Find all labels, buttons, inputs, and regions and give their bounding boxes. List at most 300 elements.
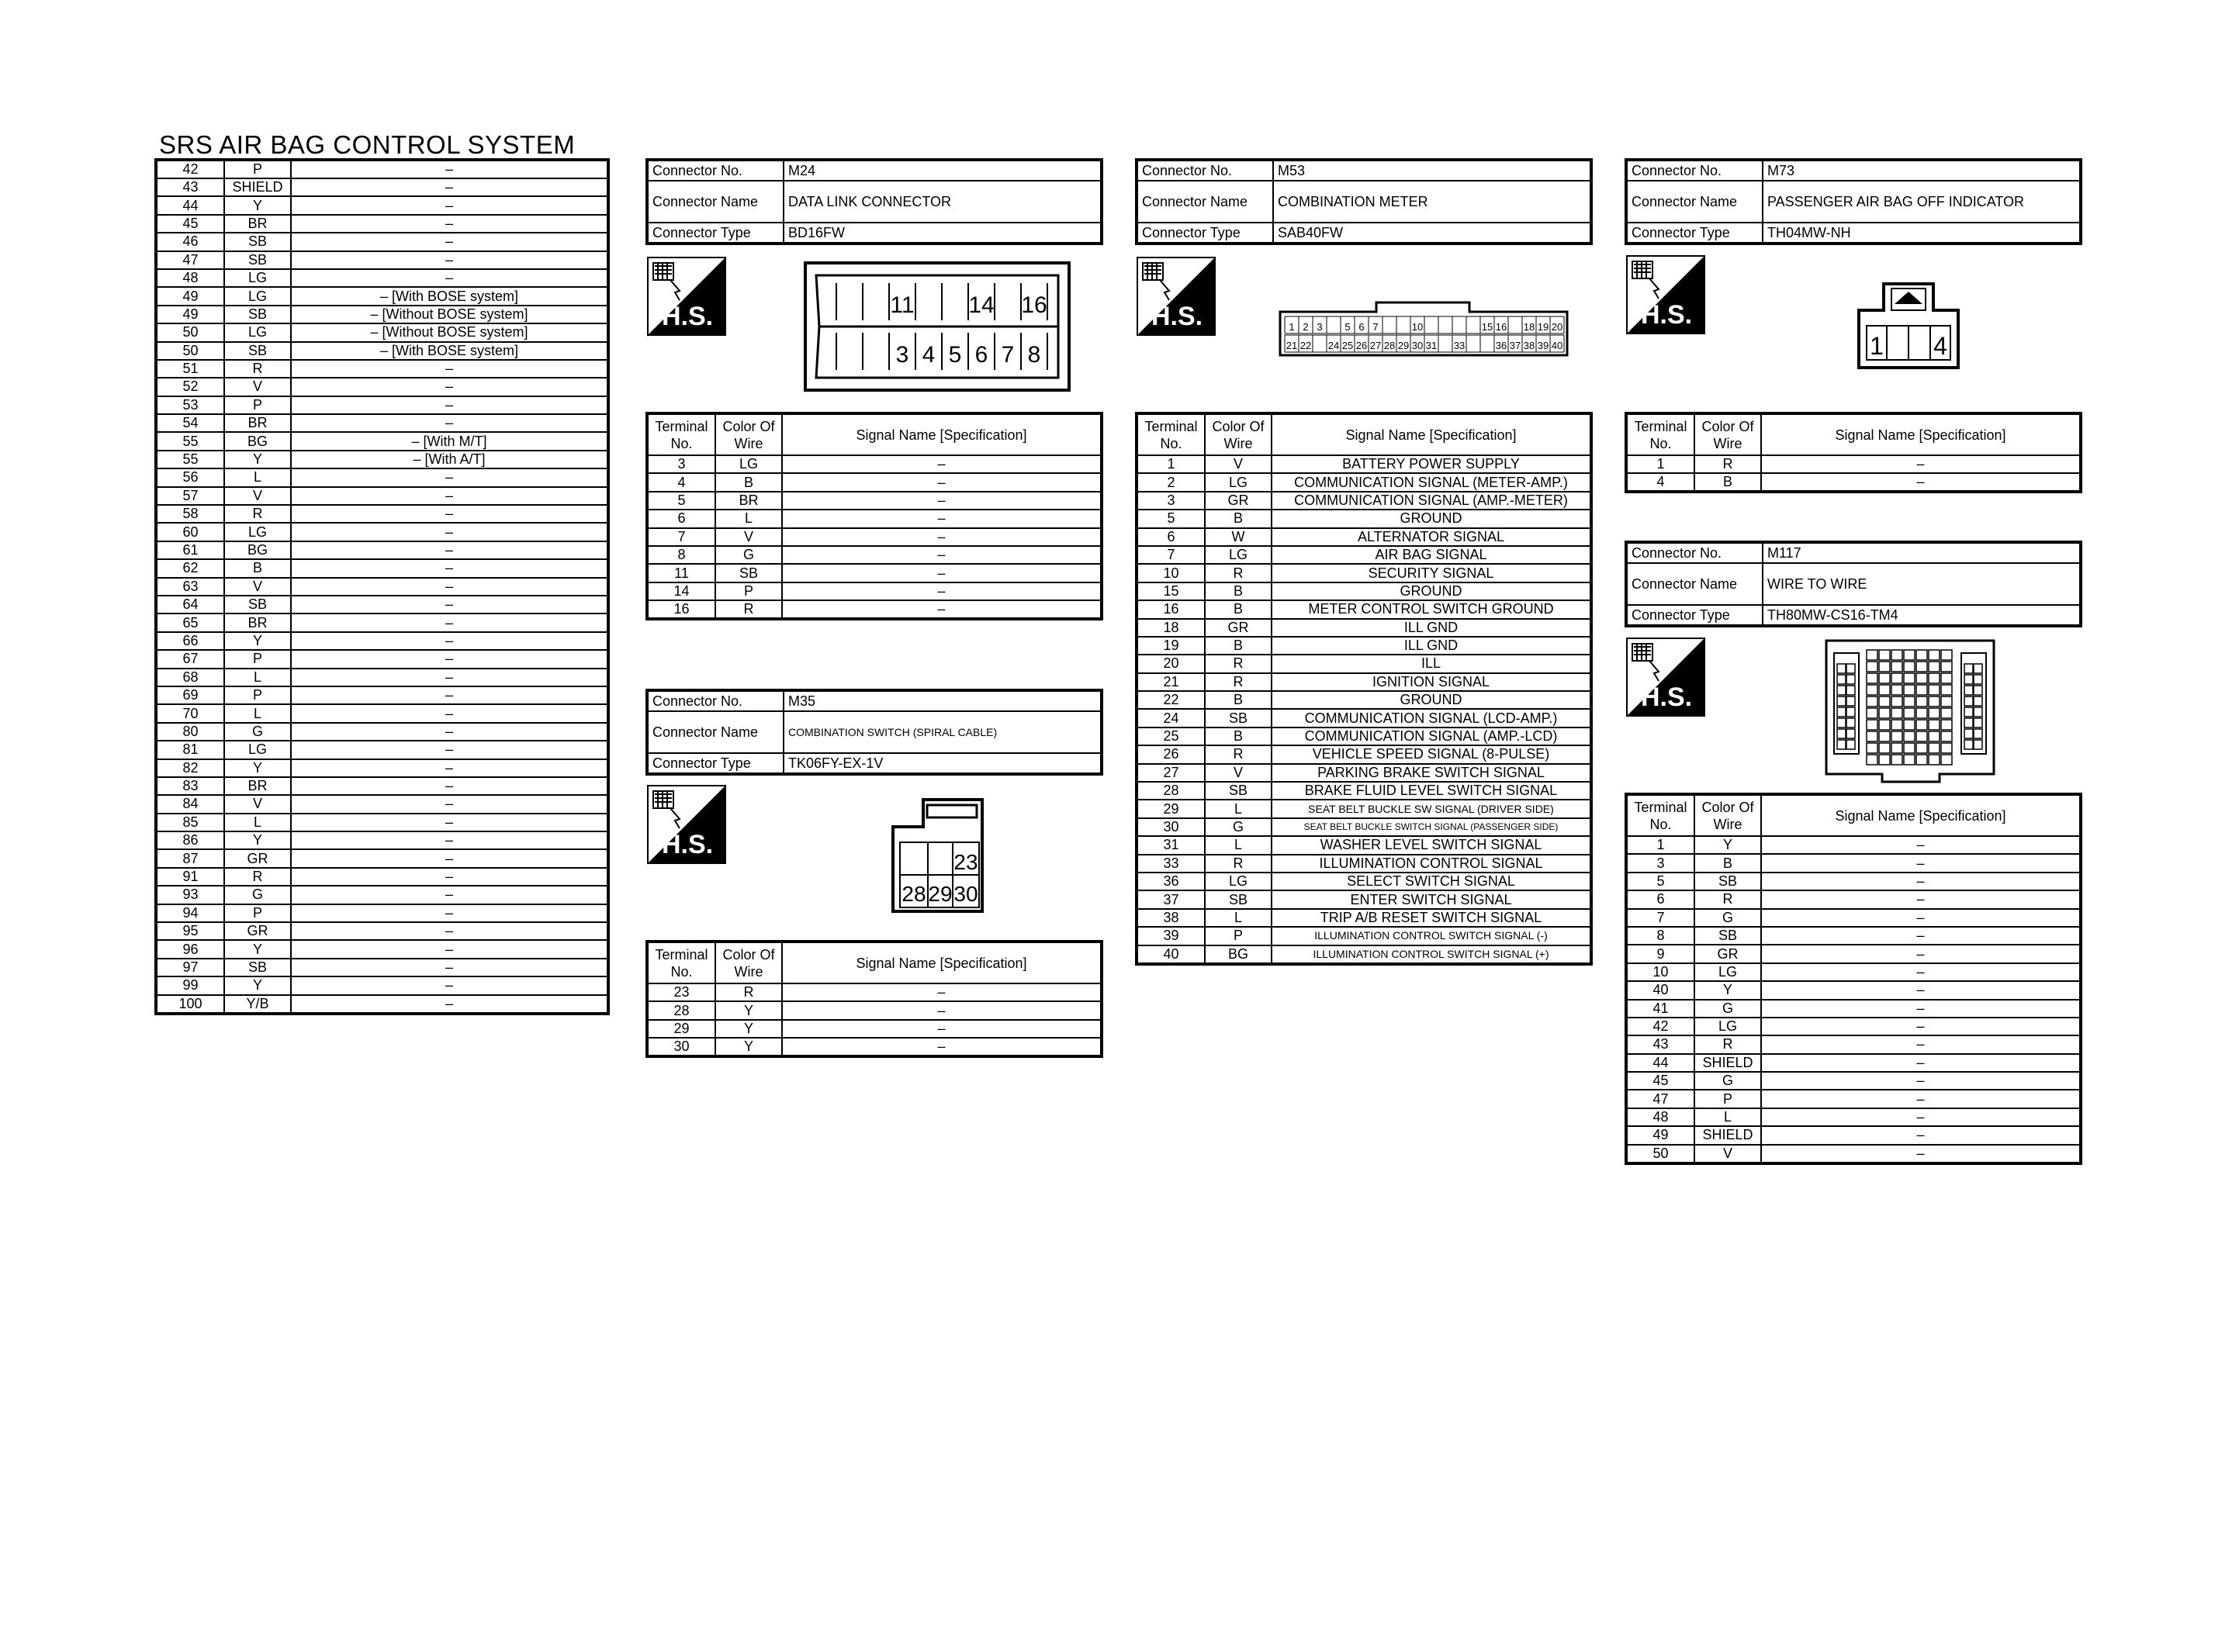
terminal-no-cell: 6 [647,510,715,527]
terminal-no-cell: 7 [647,528,715,546]
terminal-no-cell: 45 [156,215,224,233]
signal-name-cell: – [1761,455,2081,473]
table-row [156,596,608,613]
table-row [156,505,608,523]
signal-name-cell: – [782,455,1102,473]
pin-label: 24 [1327,340,1340,351]
pin-label: 3 [1317,321,1323,333]
terminal-no-cell: 43 [1626,1035,1694,1053]
signal-name-cell: – [Without BOSE system] [291,306,608,323]
wire-color-cell: B [1205,582,1272,600]
wire-color-cell: LG [1205,473,1272,491]
table-row [647,455,1102,473]
terminal-no-cell: 5 [647,492,715,510]
pin-label: 40 [1551,340,1563,351]
wire-color-cell: BR [224,414,291,432]
wire-color-cell: R [1205,655,1272,672]
signal-name-cell: – [291,360,608,378]
signal-name-cell: – [291,831,608,849]
wire-color-cell: P [224,686,291,704]
wire-color-cell: V [224,378,291,396]
pin-label: 4 [922,342,936,368]
table-header-row [647,942,1102,983]
table-row [1137,836,1591,854]
table-row [1137,473,1591,491]
signal-name-cell: – [291,849,608,867]
terminal-no-cell: 49 [1626,1126,1694,1144]
signal-name-cell: ILLUMINATION CONTROL SIGNAL [1272,855,1591,873]
terminal-no-cell: 70 [156,704,224,722]
table-row [156,849,608,867]
table-row [647,1038,1102,1056]
signal-name-cell: – [291,378,608,396]
wire-color-cell: LG [1205,546,1272,564]
wire-color-header: Color Of Wire [715,942,782,983]
signal-name-cell: – [1761,1126,2081,1144]
connector-no-label: Connector No. [647,690,784,711]
table-row [1137,909,1591,927]
terminal-no-cell: 28 [647,1001,715,1019]
wire-color-cell: LG [224,741,291,759]
table-row [156,904,608,922]
terminal-no-cell: 47 [156,251,224,269]
wire-color-cell: P [224,160,291,178]
signal-name-cell: – [1761,1035,2081,1053]
connector-name-value: COMBINATION METER [1273,181,1591,223]
terminal-no-cell: 46 [156,233,224,251]
m117-terminal-table [1625,793,2082,1165]
terminal-no-cell: 7 [1626,909,1694,927]
table-row [647,1001,1102,1019]
signal-name-cell: – [291,523,608,541]
signal-name-cell: – [1761,1072,2081,1090]
table-row [1137,873,1591,890]
table-row [156,342,608,360]
terminal-no-cell: 44 [156,196,224,214]
signal-name-cell: – [782,528,1102,546]
signal-name-cell: – [291,596,608,613]
wire-color-cell: B [1205,691,1272,709]
wire-color-cell: R [1205,855,1272,873]
connector-name-value: COMBINATION SWITCH (SPIRAL CABLE) [784,711,1102,753]
signal-name-cell: WASHER LEVEL SWITCH SIGNAL [1272,836,1591,854]
wire-color-cell: SB [224,233,291,251]
terminal-no-cell: 55 [156,432,224,450]
table-row [156,868,608,886]
table-row [156,669,608,686]
terminal-no-cell: 61 [156,541,224,559]
table-row [647,473,1102,491]
signal-name-cell: BATTERY POWER SUPPLY [1272,455,1591,473]
table-header-row [1137,413,1591,455]
signal-name-cell: – [1761,1108,2081,1126]
table-row [1137,691,1591,709]
signal-name-cell: – [291,578,608,596]
signal-name-cell: – [291,505,608,523]
table-row [1137,818,1591,836]
table-row [1137,492,1591,510]
terminal-no-cell: 7 [1137,546,1205,564]
signal-name-cell: – [291,795,608,813]
signal-name-cell: – [291,269,608,287]
signal-name-cell: – [291,669,608,686]
table-row [156,233,608,251]
connector-name-value: PASSENGER AIR BAG OFF INDICATOR [1763,181,2081,223]
terminal-no-cell: 24 [1137,709,1205,727]
terminal-no-cell: 86 [156,831,224,849]
wire-color-cell: Y [224,976,291,994]
connector-name-label: Connector Name [647,181,784,223]
signal-name-cell: – [291,976,608,994]
table-row [1626,1018,2081,1035]
terminal-no-cell: 50 [156,323,224,341]
terminal-no-cell: 63 [156,578,224,596]
terminal-no-cell: 87 [156,849,224,867]
table-row [156,215,608,233]
signal-name-cell: – [291,777,608,795]
signal-name-header: Signal Name [Specification] [1272,413,1591,455]
wire-color-cell: BR [224,613,291,631]
wire-color-cell: Y [715,1001,782,1019]
wire-color-cell: LG [1694,963,1761,981]
table-row [647,1020,1102,1038]
table-row [1137,528,1591,546]
signal-name-cell: PARKING BRAKE SWITCH SIGNAL [1272,764,1591,782]
m35-info-table [645,689,1103,776]
terminal-no-cell: 3 [647,455,715,473]
signal-name-cell: – [291,487,608,505]
connector-type-label: Connector Type [1137,223,1273,244]
signal-name-cell: – [1761,1090,2081,1108]
signal-name-cell: TRIP A/B RESET SWITCH SIGNAL [1272,909,1591,927]
signal-name-cell: – [With A/T] [291,451,608,468]
signal-name-cell: – [291,559,608,577]
terminal-no-cell: 3 [1626,854,1694,872]
terminal-no-header: Terminal No. [1626,794,1694,836]
terminal-no-cell: 93 [156,886,224,904]
wire-color-cell: B [1205,728,1272,745]
connector-no-label: Connector No. [1626,542,1763,563]
table-row [1137,637,1591,655]
table-row [1137,455,1591,473]
terminal-no-cell: 40 [1137,945,1205,964]
wire-color-cell: SHIELD [1694,1054,1761,1072]
terminal-no-cell: 43 [156,178,224,196]
signal-name-cell: COMMUNICATION SIGNAL (AMP.-LCD) [1272,728,1591,745]
signal-name-cell: GROUND [1272,510,1591,527]
pin-label: 8 [1027,342,1041,368]
pin-label: 20 [1551,321,1563,333]
table-row [1626,963,2081,981]
table-row [156,995,608,1014]
table-row [156,886,608,904]
m35-connector-diagram [891,797,985,914]
signal-name-cell: – [291,414,608,432]
connector-no-label: Connector No. [647,160,784,181]
table-row [156,523,608,541]
signal-name-cell: – [1761,890,2081,908]
wire-color-cell: R [1694,455,1761,473]
signal-name-cell: – [782,582,1102,600]
wire-color-cell: G [1205,818,1272,836]
wire-color-cell: BR [224,215,291,233]
signal-name-cell: – [782,564,1102,582]
connector-type-value: SAB40FW [1273,223,1591,244]
signal-name-cell: – [291,160,608,178]
terminal-no-cell: 96 [156,940,224,958]
signal-name-cell: GROUND [1272,582,1591,600]
table-row [156,759,608,777]
terminal-no-cell: 80 [156,723,224,741]
signal-name-cell: – [782,600,1102,619]
terminal-no-cell: 29 [647,1020,715,1038]
table-row [1626,945,2081,963]
wire-color-cell: LG [715,455,782,473]
signal-name-cell: SELECT SWITCH SIGNAL [1272,873,1591,890]
terminal-no-cell: 28 [1137,782,1205,800]
table-row [1626,1145,2081,1163]
wire-color-cell: L [715,510,782,527]
terminal-no-cell: 66 [156,632,224,650]
table-row [647,983,1102,1001]
pin-label: 33 [1453,340,1466,351]
terminal-no-cell: 57 [156,487,224,505]
signal-name-cell: – [1761,873,2081,890]
terminal-no-cell: 91 [156,868,224,886]
wire-color-cell: GR [1694,945,1761,963]
wire-color-cell: V [1205,455,1272,473]
table-row [156,795,608,813]
signal-name-cell: – [782,983,1102,1001]
terminal-no-cell: 10 [1626,963,1694,981]
wire-color-cell: P [715,582,782,600]
table-row [156,704,608,722]
terminal-no-cell: 49 [156,306,224,323]
table-row [156,976,608,994]
pin-label: 3 [895,342,909,368]
signal-name-cell: – [291,233,608,251]
table-row [156,723,608,741]
wire-color-cell: SB [224,342,291,360]
signal-name-cell: – [With M/T] [291,432,608,450]
terminal-no-cell: 50 [1626,1145,1694,1163]
terminal-no-cell: 16 [1137,600,1205,618]
terminal-no-cell: 30 [647,1038,715,1056]
signal-name-cell: – [1761,854,2081,872]
table-row [156,922,608,940]
svg-text:H.S.: H.S. [661,302,714,331]
table-row [156,613,608,631]
terminal-no-cell: 50 [156,342,224,360]
wire-color-cell: P [224,396,291,414]
table-row [1626,1054,2081,1072]
signal-name-cell: SEAT BELT BUCKLE SW SIGNAL (DRIVER SIDE) [1272,800,1591,817]
terminal-no-cell: 36 [1137,873,1205,890]
terminal-no-cell: 1 [1137,455,1205,473]
table-row [1137,546,1591,564]
terminal-no-cell: 62 [156,559,224,577]
wire-color-cell: BG [1205,945,1272,964]
signal-name-cell: METER CONTROL SWITCH GROUND [1272,600,1591,618]
terminal-no-cell: 52 [156,378,224,396]
connector-type-label: Connector Type [647,753,784,774]
terminal-no-header: Terminal No. [1626,413,1694,455]
table-row [1137,728,1591,745]
wire-color-cell: SB [224,251,291,269]
wire-color-header: Color Of Wire [1694,413,1761,455]
signal-name-cell: ILLUMINATION CONTROL SWITCH SIGNAL (+) [1272,945,1591,964]
table-row [1626,1090,2081,1108]
table-row [1626,473,2081,492]
table-row [156,196,608,214]
wire-color-cell: W [1205,528,1272,546]
wire-color-cell: R [1205,564,1272,582]
signal-name-cell: – [1761,1018,2081,1035]
wire-color-cell: R [1694,1035,1761,1053]
signal-name-cell: – [291,886,608,904]
terminal-no-cell: 69 [156,686,224,704]
table-row [156,487,608,505]
signal-name-cell: – [1761,927,2081,945]
signal-name-cell: GROUND [1272,691,1591,709]
connector-no-value: M35 [784,690,1102,711]
terminal-no-cell: 5 [1137,510,1205,527]
pin-label: 29 [1397,340,1410,351]
wire-color-cell: B [1694,854,1761,872]
terminal-no-cell: 3 [1137,492,1205,510]
signal-name-cell: – [291,541,608,559]
pin-label: 29 [928,882,953,906]
m24-terminal-table [645,412,1103,620]
signal-name-cell: – [291,704,608,722]
svg-text:H.S.: H.S. [1151,302,1203,331]
wire-color-cell: LG [224,269,291,287]
wire-color-cell: L [1205,909,1272,927]
table-row [156,541,608,559]
terminal-no-cell: 68 [156,669,224,686]
terminal-no-header: Terminal No. [647,413,715,455]
connector-type-value: TK06FY-EX-1V [784,753,1102,774]
signal-name-cell: SEAT BELT BUCKLE SWITCH SIGNAL (PASSENGER SIDE) [1272,818,1591,836]
pin-label: 2 [1303,321,1309,333]
connector-name-value: DATA LINK CONNECTOR [784,181,1102,223]
wire-color-cell: B [1694,473,1761,492]
wire-color-cell: SB [715,564,782,582]
signal-name-cell: ALTERNATOR SIGNAL [1272,528,1591,546]
wire-color-cell: R [715,600,782,619]
signal-name-cell: – [291,741,608,759]
wire-color-cell: B [224,559,291,577]
wire-color-cell: SB [224,596,291,613]
terminal-no-cell: 41 [1626,1000,1694,1018]
table-row [156,269,608,287]
signal-name-cell: ENTER SWITCH SIGNAL [1272,890,1591,908]
signal-name-cell: – [291,396,608,414]
wire-color-cell: SHIELD [224,178,291,196]
terminal-no-cell: 49 [156,287,224,305]
terminal-no-cell: 99 [156,976,224,994]
table-row [1137,782,1591,800]
terminal-no-cell: 48 [156,269,224,287]
terminal-no-cell: 48 [1626,1108,1694,1126]
signal-name-cell: – [291,178,608,196]
wire-color-cell: Y [224,196,291,214]
terminal-no-cell: 95 [156,922,224,940]
signal-name-cell: – [1761,981,2081,999]
connector-name-label: Connector Name [1626,563,1763,605]
terminal-no-cell: 56 [156,468,224,486]
signal-name-cell: – [291,904,608,922]
signal-name-cell: – [782,510,1102,527]
wire-color-cell: R [1205,673,1272,691]
table-row [156,650,608,668]
pin-label: 25 [1341,340,1354,351]
signal-name-cell: – [782,546,1102,564]
terminal-no-cell: 11 [647,564,715,582]
table-row [156,287,608,305]
terminal-no-cell: 6 [1137,528,1205,546]
terminal-no-cell: 19 [1137,637,1205,655]
pin-label: 6 [1358,321,1365,333]
table-row [1137,510,1591,527]
wire-color-cell: SB [224,306,291,323]
table-row [1626,1108,2081,1126]
table-row [1626,890,2081,908]
pin-label: 28 [901,882,926,906]
pin-label: 6 [974,342,988,368]
signal-name-cell: AIR BAG SIGNAL [1272,546,1591,564]
wire-color-cell: V [1694,1145,1761,1163]
terminal-no-cell: 16 [647,600,715,619]
wire-color-cell: SB [1205,782,1272,800]
pin-label: 16 [1495,321,1507,333]
m35-terminal-table [645,940,1103,1058]
pin-label: 21 [1286,340,1298,351]
table-row [647,492,1102,510]
table-row [1626,909,2081,927]
terminal-no-cell: 47 [1626,1090,1694,1108]
table-row [156,323,608,341]
wire-color-cell: B [715,473,782,491]
table-row [1137,745,1591,763]
wire-color-cell: P [1205,927,1272,945]
signal-name-cell: – [291,940,608,958]
harness-side-icon [1626,255,1705,334]
table-row [156,686,608,704]
m73-info-table [1625,158,2082,245]
wire-color-cell: L [1205,836,1272,854]
table-header-row [647,413,1102,455]
terminal-no-cell: 53 [156,396,224,414]
table-row [647,600,1102,619]
terminal-no-cell: 31 [1137,836,1205,854]
table-row [156,414,608,432]
table-row [1626,873,2081,890]
signal-name-cell: ILL GND [1272,637,1591,655]
table-row [156,251,608,269]
m24-connector-diagram [804,261,1071,392]
pin-label: 7 [1001,342,1015,368]
table-row [1137,927,1591,945]
table-row [647,564,1102,582]
wire-color-cell: Y [715,1020,782,1038]
signal-name-cell: – [291,613,608,631]
wire-color-cell: Y/B [224,995,291,1014]
pin-label: 30 [953,882,978,906]
terminal-no-cell: 2 [1137,473,1205,491]
table-row [1137,855,1591,873]
signal-name-cell: SECURITY SIGNAL [1272,564,1591,582]
